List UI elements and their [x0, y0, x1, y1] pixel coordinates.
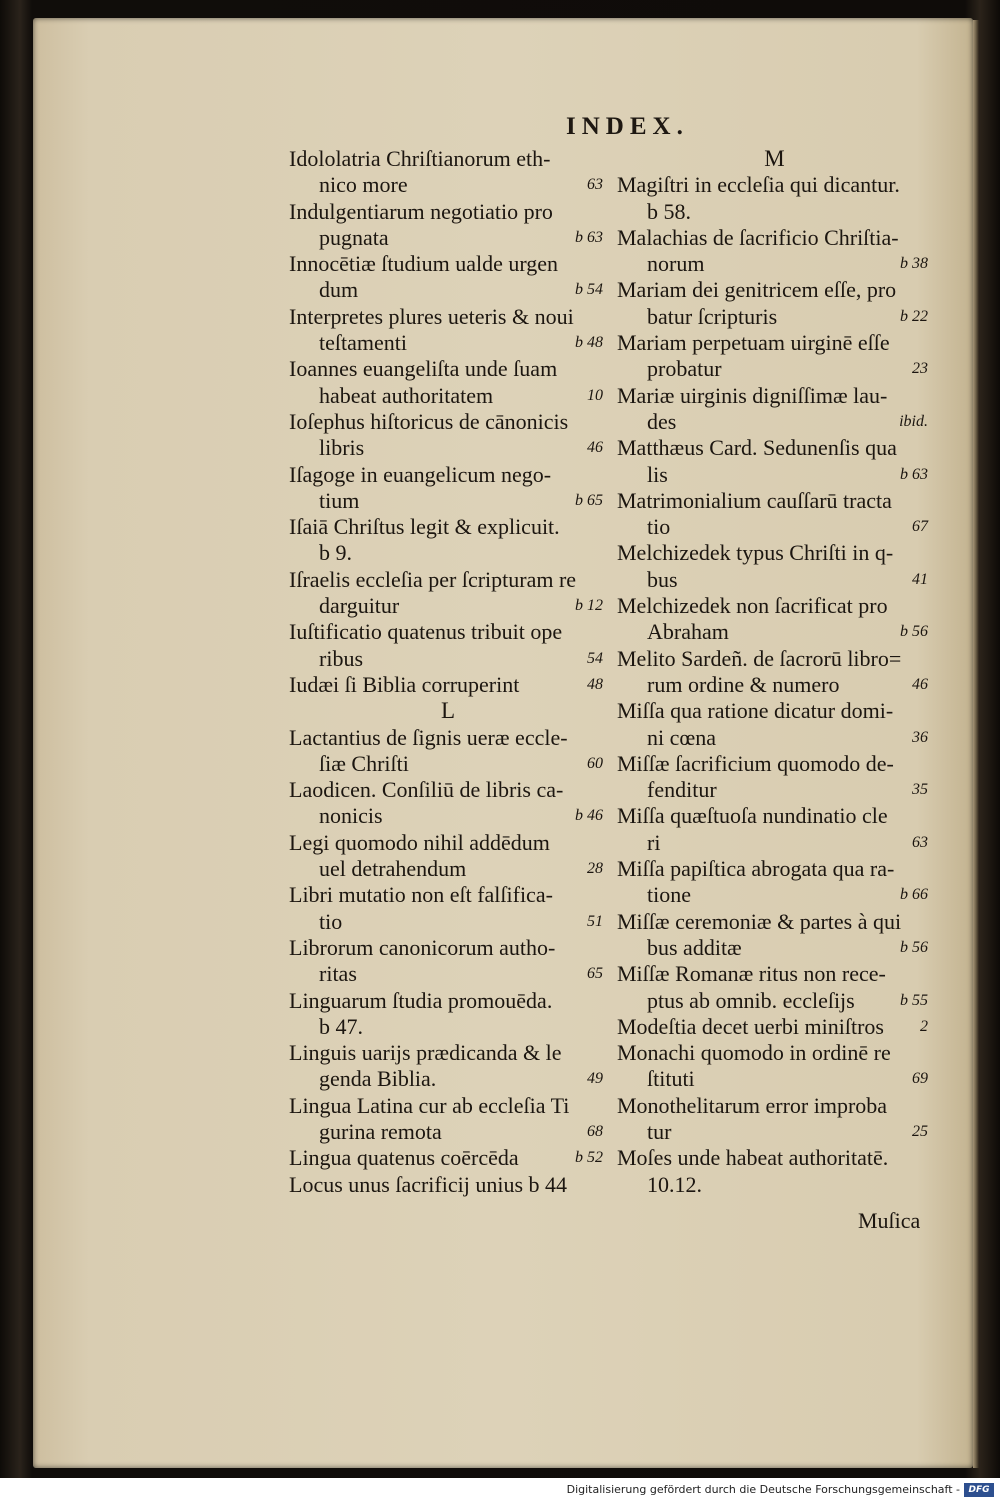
entry-text: Miſſæ ceremoniæ & partes à qui — [617, 908, 902, 934]
index-line — [289, 225, 607, 251]
index-line — [617, 488, 932, 514]
index-line — [617, 330, 932, 356]
index-column-right — [617, 146, 932, 1198]
page-reference: 25 — [912, 1122, 928, 1140]
index-line — [289, 251, 607, 277]
entry-text: Mariam perpetuam uirginē eſſe — [617, 330, 890, 356]
index-line — [617, 777, 932, 803]
entry-text: Linguarum ſtudia promouēda. — [289, 987, 553, 1013]
page-reference: 36 — [912, 728, 928, 746]
catchword: Muſica — [858, 1208, 921, 1233]
entry-text: Legi quomodo nihil addēdum — [289, 829, 550, 855]
entry-text: ſtituti — [647, 1066, 695, 1092]
entry-text: L — [440, 698, 456, 724]
index-line — [617, 751, 932, 777]
entry-text: Modeſtia decet uerbi miniſtros — [617, 1013, 884, 1039]
index-line — [289, 435, 607, 461]
index-line — [289, 1145, 607, 1171]
index-line — [289, 1119, 607, 1145]
index-line — [289, 1093, 607, 1119]
index-line — [289, 593, 607, 619]
footer-credit: Digitalisierung gefördert durch die Deutsche Forschungsgemeinschaft - — [566, 1483, 960, 1496]
page-reference: b 48 — [575, 334, 603, 352]
page-reference: 51 — [587, 912, 603, 930]
index-line — [617, 1066, 932, 1092]
index-line — [617, 409, 932, 435]
entry-text: Librorum canonicorum autho- — [289, 934, 556, 960]
page-reference: b 46 — [575, 807, 603, 825]
page-reference: 68 — [587, 1122, 603, 1140]
page-reference: 28 — [587, 860, 603, 878]
entry-text: pugnata — [319, 224, 389, 250]
entry-text: Mariæ uirginis digniſſimæ lau- — [617, 382, 888, 408]
index-line — [289, 961, 607, 987]
entry-text: Locus unus ſacrificij unius b 44 — [289, 1171, 568, 1197]
page-reference: b 63 — [575, 228, 603, 246]
entry-text: nonicis — [319, 803, 383, 829]
index-line — [617, 1014, 932, 1040]
entry-text: Matrimonialium cauſſarū tracta — [617, 487, 892, 513]
entry-text: habeat authoritatem — [319, 382, 494, 408]
page-reference: 46 — [912, 675, 928, 693]
entry-text: gurina remota — [319, 1118, 442, 1144]
index-line — [289, 330, 607, 356]
index-line — [617, 1145, 932, 1171]
index-line — [289, 672, 607, 698]
index-line — [289, 540, 607, 566]
entry-text: M — [764, 146, 785, 171]
entry-text: ptus ab omnib. eccleſijs — [647, 987, 855, 1013]
page-reference: 46 — [587, 439, 603, 457]
entry-text: fenditur — [647, 777, 717, 803]
section-letter — [617, 146, 932, 172]
entry-text: Ioſephus hiſtoricus de cānonicis — [289, 408, 569, 434]
index-line — [289, 988, 607, 1014]
entry-text: uel detrahendum — [319, 856, 467, 882]
entry-text: Innocētiæ ſtudium ualde urgen — [289, 251, 559, 277]
page-reference: 60 — [587, 754, 603, 772]
page-reference: b 56 — [900, 623, 928, 641]
entry-text: bus additæ — [647, 934, 742, 960]
index-line — [289, 856, 607, 882]
page-reference: 49 — [587, 1070, 603, 1088]
index-line — [617, 988, 932, 1014]
entry-text: des — [647, 408, 677, 434]
index-line — [289, 199, 607, 225]
entry-text: genda Biblia. — [319, 1066, 437, 1092]
entry-text: b 9. — [319, 540, 352, 566]
entry-text: tur — [647, 1118, 672, 1144]
entry-text: Linguis uarijs prædicanda & le — [289, 1040, 562, 1066]
entry-text: Magiſtri in eccleſia qui dicantur. — [617, 172, 900, 198]
index-line — [617, 462, 932, 488]
index-line — [289, 777, 607, 803]
index-line — [617, 725, 932, 751]
entry-text: darguitur — [319, 593, 400, 619]
index-line — [289, 356, 607, 382]
index-line — [617, 1172, 932, 1198]
page-reference: 2 — [920, 1017, 928, 1035]
entry-text: Melchizedek non ſacrificat pro — [617, 593, 888, 619]
entry-text: batur ſcripturis — [647, 303, 778, 329]
page-header: INDEX. — [566, 113, 689, 140]
page-edge — [973, 20, 979, 1468]
entry-text: b 47. — [319, 1013, 363, 1039]
index-line — [289, 488, 607, 514]
page-reference: b 38 — [900, 255, 928, 273]
index-line — [289, 803, 607, 829]
index-line — [289, 172, 607, 198]
entry-text: Melchizedek typus Chriſti in q- — [617, 540, 894, 566]
index-line — [289, 462, 607, 488]
index-line — [617, 830, 932, 856]
entry-text: Monothelitarum error improba — [617, 1092, 888, 1118]
entry-text: Mariam dei genitricem eſſe, pro — [617, 277, 897, 303]
index-line — [617, 277, 932, 303]
entry-text: Miſſa qua ratione dicatur domi- — [617, 698, 894, 724]
entry-text: rum ordine & numero — [647, 671, 840, 697]
index-line — [617, 672, 932, 698]
index-line — [617, 593, 932, 619]
index-line — [289, 935, 607, 961]
dfg-logo: DFG — [964, 1483, 994, 1497]
footer-bar — [0, 1478, 1000, 1502]
page-reference: b 65 — [575, 491, 603, 509]
entry-text: Laodicen. Conſiliū de libris ca- — [289, 777, 564, 803]
index-line — [617, 435, 932, 461]
entry-text: Miſſa quæſtuoſa nundinatio cle — [617, 803, 888, 829]
entry-text: Malachias de ſacrificio Chriſtia- — [617, 224, 899, 250]
index-line — [617, 935, 932, 961]
entry-text: b 58. — [647, 198, 691, 224]
page-reference: 65 — [587, 965, 603, 983]
index-line — [289, 409, 607, 435]
page-reference: 41 — [912, 570, 928, 588]
entry-text: tio — [319, 908, 343, 934]
entry-text: Iuſtificatio quatenus tribuit ope — [289, 619, 563, 645]
entry-text: Miſſa papiſtica abrogata qua ra- — [617, 856, 895, 882]
index-line — [289, 646, 607, 672]
page-reference: b 63 — [900, 465, 928, 483]
entry-text: Lingua quatenus coērcēda — [289, 1145, 519, 1171]
entry-text: 10.12. — [647, 1171, 702, 1197]
entry-text: tione — [647, 882, 691, 908]
page-reference: b 55 — [900, 991, 928, 1009]
index-line — [617, 540, 932, 566]
index-line — [617, 172, 932, 198]
index-line — [289, 1014, 607, 1040]
index-line — [617, 803, 932, 829]
entry-text: Matthæus Card. Sedunenſis qua — [617, 435, 897, 461]
entry-text: Moſes unde habeat authoritatē. — [617, 1145, 889, 1171]
index-line — [289, 751, 607, 777]
entry-text: Iſagoge in euangelicum nego- — [289, 461, 552, 487]
index-line — [289, 1040, 607, 1066]
index-line — [289, 830, 607, 856]
index-line — [289, 619, 607, 645]
index-line — [617, 251, 932, 277]
page-reference: b 56 — [900, 938, 928, 956]
index-line — [617, 304, 932, 330]
entry-text: Interpretes plures ueteris & noui — [289, 303, 574, 329]
entry-text: ni cœna — [647, 724, 717, 750]
index-line — [617, 619, 932, 645]
entry-text: Melito Sardeñ. de ſacrorū libro= — [617, 645, 902, 671]
index-line — [289, 277, 607, 303]
entry-text: Lingua Latina cur ab eccleſia Ti — [289, 1092, 570, 1118]
entry-text: lis — [647, 461, 668, 487]
entry-text: Iſraelis eccleſia per ſcripturam re — [289, 566, 577, 592]
entry-text: norum — [647, 251, 705, 277]
page-reference: 35 — [912, 781, 928, 799]
index-line — [289, 1172, 607, 1198]
index-line — [617, 909, 932, 935]
index-line — [617, 646, 932, 672]
entry-text: Iudæi ſi Biblia corruperint — [289, 671, 520, 697]
page-reference: b 12 — [575, 597, 603, 615]
entry-text: Idololatria Chriſtianorum eth- — [289, 146, 551, 171]
index-line — [289, 146, 607, 172]
page-reference: 10 — [587, 386, 603, 404]
index-line — [617, 1040, 932, 1066]
page-reference: 69 — [912, 1070, 928, 1088]
index-line — [289, 909, 607, 935]
page-reference: 63 — [587, 176, 603, 194]
index-line — [617, 856, 932, 882]
page-reference: 63 — [912, 833, 928, 851]
entry-text: ritas — [319, 961, 357, 987]
index-line — [289, 567, 607, 593]
entry-text: Monachi quomodo in ordinē re — [617, 1040, 891, 1066]
entry-text: Lactantius de ſignis ueræ eccle- — [289, 724, 568, 750]
entry-text: tium — [319, 487, 360, 513]
entry-text: Miſſæ Romanæ ritus non rece- — [617, 961, 886, 987]
index-line — [289, 1066, 607, 1092]
entry-text: dum — [319, 277, 359, 303]
entry-text: Indulgentiarum negotiatio pro — [289, 198, 553, 224]
page-reference: 67 — [912, 518, 928, 536]
page-reference: ibid. — [899, 412, 928, 430]
page-reference: b 52 — [575, 1149, 603, 1167]
index-line — [617, 356, 932, 382]
page-reference: b 22 — [900, 307, 928, 325]
entry-text: ribus — [319, 645, 363, 671]
entry-text: ri — [647, 829, 661, 855]
index-line — [617, 383, 932, 409]
entry-text: Iſaiā Chriſtus legit & explicuit. — [289, 514, 560, 540]
entry-text: libris — [319, 435, 365, 461]
entry-text: ſiæ Chriſti — [319, 750, 409, 776]
page-reference: 54 — [587, 649, 603, 667]
page-reference: 48 — [587, 675, 603, 693]
page-reference: b 66 — [900, 886, 928, 904]
entry-text: Miſſæ ſacrificium quomodo de- — [617, 750, 894, 776]
index-line — [617, 1093, 932, 1119]
index-line — [617, 698, 932, 724]
index-line — [289, 882, 607, 908]
section-letter — [289, 698, 607, 724]
entry-text: Abraham — [647, 619, 729, 645]
index-line — [289, 304, 607, 330]
index-line — [617, 961, 932, 987]
entry-text: tio — [647, 514, 671, 540]
entry-text: Libri mutatio non eſt falſifica- — [289, 882, 553, 908]
index-line — [617, 1119, 932, 1145]
index-line — [289, 514, 607, 540]
entry-text: bus — [647, 566, 678, 592]
page-reference: 23 — [912, 360, 928, 378]
index-line — [617, 567, 932, 593]
index-line — [289, 383, 607, 409]
entry-text: nico more — [319, 172, 408, 198]
index-line — [289, 725, 607, 751]
index-line — [617, 225, 932, 251]
index-line — [617, 882, 932, 908]
page-reference: b 54 — [575, 281, 603, 299]
index-line — [617, 199, 932, 225]
entry-text: teſtamenti — [319, 330, 407, 356]
index-line — [617, 514, 932, 540]
index-column-left — [289, 146, 607, 1198]
entry-text: probatur — [647, 356, 722, 382]
entry-text: Ioannes euangeliſta unde ſuam — [289, 356, 558, 382]
